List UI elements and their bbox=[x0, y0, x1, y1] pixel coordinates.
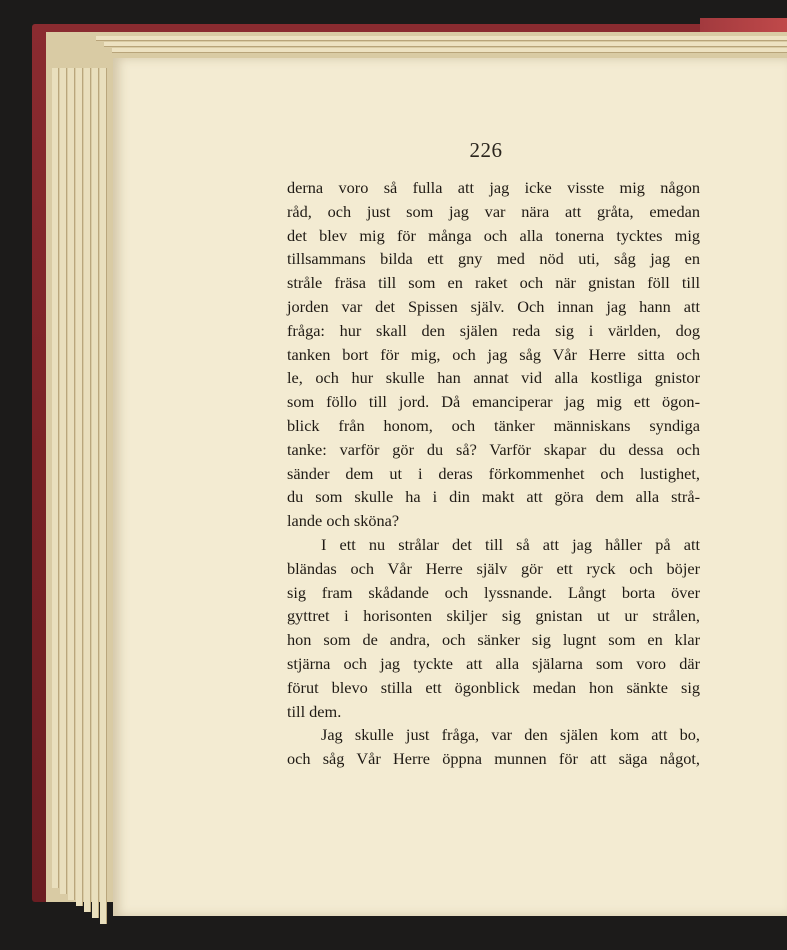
page-edge-side bbox=[92, 68, 99, 918]
text-line: förut blevo stilla ett ögonblick medan hon sänkte sig bbox=[287, 677, 700, 697]
page-edge-side bbox=[60, 68, 67, 894]
page-edge-side bbox=[84, 68, 91, 912]
page-edge-top bbox=[112, 48, 787, 53]
text-line: le, och hur skulle han annat vid alla kostliga gnistor bbox=[287, 368, 700, 388]
text-line: som föllo till jord. Då emanciperar jag mig ett ögon- bbox=[287, 392, 700, 412]
text-line: råd, och just som jag var nära att gråta, emedan bbox=[287, 201, 700, 221]
text-line: tillsammans bilda ett gny med nöd uti, såg jag en bbox=[287, 249, 700, 269]
page-edge-side bbox=[52, 68, 59, 888]
text-line: och såg Vår Herre öppna munnen för att säga något, bbox=[287, 749, 700, 769]
text-line: tanken bort för mig, och jag såg Vår Herre sitta och bbox=[287, 344, 700, 364]
text-line: stråle fräsa till som en raket och när gnistan föll till bbox=[287, 273, 700, 293]
text-line: sänder dem ut i deras förkommenhet och lustighet, bbox=[287, 463, 700, 483]
page-body-text bbox=[287, 176, 700, 771]
page-number: 226 bbox=[469, 138, 503, 162]
text-line: Jag skulle just fråga, var den själen kom att bo, bbox=[321, 725, 700, 745]
text-line: blick från honom, och tänker människans syndiga bbox=[287, 415, 700, 435]
text-line: jorden var det Spissen själv. Och innan jag hann att bbox=[287, 296, 700, 316]
text-line: derna voro så fulla att jag icke visste mig någon bbox=[287, 178, 700, 197]
text-line: lande och sköna? bbox=[287, 511, 400, 531]
text-line: fråga: hur skall den själen reda sig i världen, dog bbox=[287, 320, 700, 340]
text-line: gyttret i horisonten skiljer sig gnistan ut ur strålen, bbox=[287, 606, 700, 626]
text-line: du som skulle ha i din makt att göra dem alla strå- bbox=[287, 487, 700, 507]
text-line: sig fram skådande och lyssnande. Långt borta över bbox=[287, 582, 700, 602]
page-edge-side bbox=[76, 68, 83, 906]
page-edge-top bbox=[104, 42, 787, 47]
text-line: I ett nu strålar det till så att jag håller på att bbox=[321, 534, 700, 554]
page-edge-top bbox=[96, 36, 787, 41]
text-line: det blev mig för många och alla tonerna tycktes mig bbox=[287, 225, 700, 245]
text-line: tanke: varför gör du så? Varför skapar du dessa och bbox=[287, 439, 700, 459]
text-line: bländas och Vår Herre själv gör ett ryck och böjer bbox=[287, 558, 700, 578]
text-line: hon som de andra, och sänker sig lugnt som en klar bbox=[287, 630, 700, 650]
text-line: stjärna och jag tyckte att alla själarna som voro där bbox=[287, 653, 700, 673]
page-edge-side bbox=[68, 68, 75, 900]
page-edge-side bbox=[100, 68, 107, 924]
text-line: till dem. bbox=[287, 701, 342, 721]
